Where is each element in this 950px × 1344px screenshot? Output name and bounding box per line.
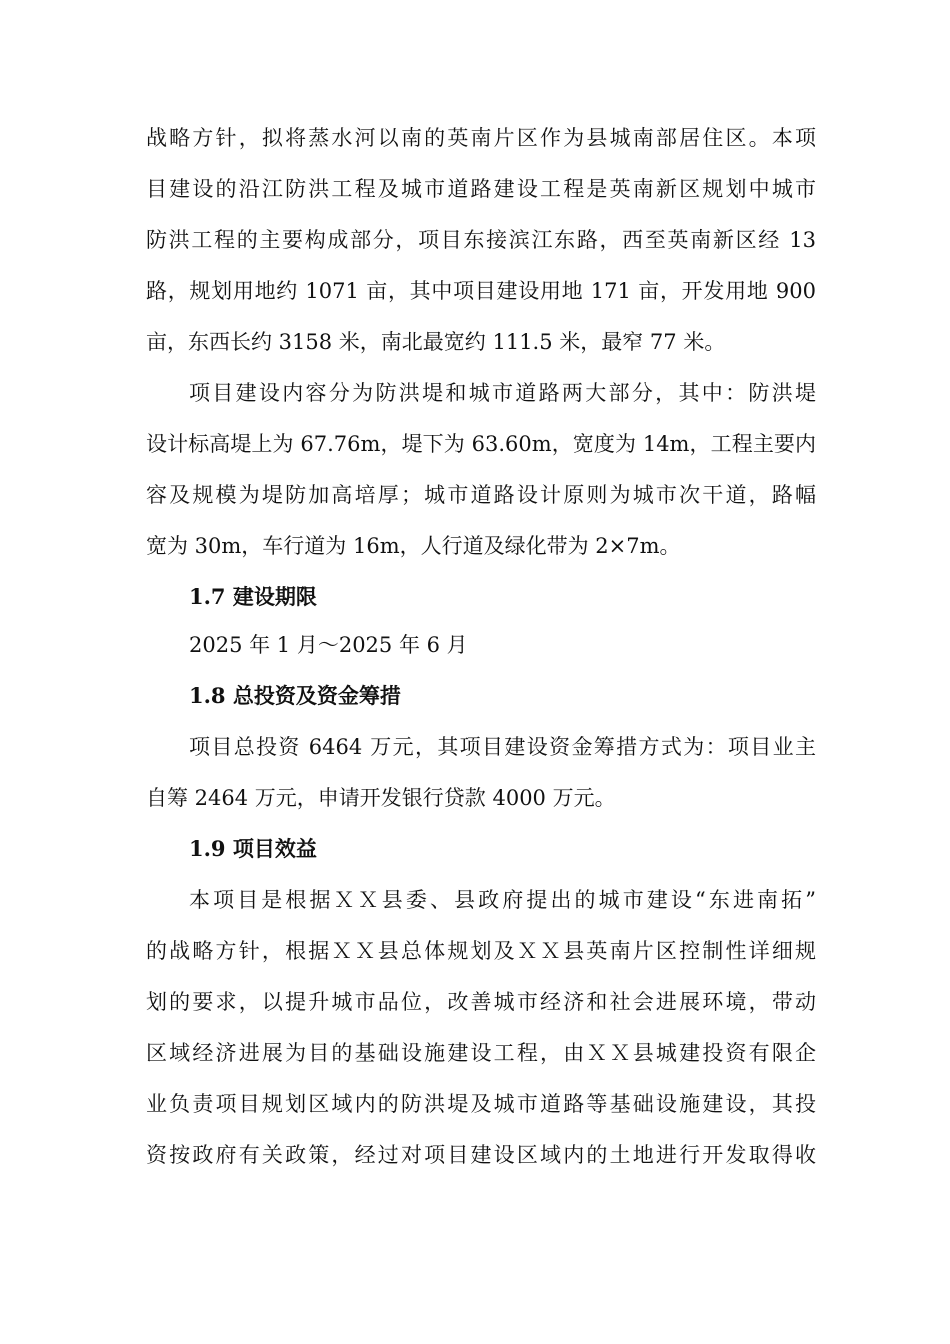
paragraph-line: 区域经济进展为目的基础设施建设工程，由ＸＸ县城建投资有限企 [146, 1041, 816, 1065]
section-heading: 1.8 总投资及资金筹措 [189, 683, 401, 708]
paragraph-line: 项目总投资 6464 万元，其项目建设资金筹措方式为：项目业主 [189, 735, 816, 759]
paragraph-line: 资按政府有关政策，经过对项目建设区域内的土地进行开发取得收 [146, 1143, 816, 1167]
paragraph-line: 战略方针，拟将蒸水河以南的英南片区作为县城南部居住区。本项 [146, 126, 816, 150]
period-text: 2025 年 1 月～2025 年 6 月 [189, 633, 468, 657]
paragraph-line: 防洪工程的主要构成部分，项目东接滨江东路，西至英南新区经 13 [146, 228, 816, 252]
paragraph-line: 业负责项目规划区域内的防洪堤及城市道路等基础设施建设，其投 [146, 1092, 816, 1116]
paragraph-line: 路，规划用地约 1071 亩，其中项目建设用地 171 亩，开发用地 900 [146, 279, 816, 303]
paragraph-line: 项目建设内容分为防洪堤和城市道路两大部分，其中：防洪堤 [189, 381, 816, 405]
paragraph-line: 目建设的沿江防洪工程及城市道路建设工程是英南新区规划中城市 [146, 177, 816, 201]
section-heading: 1.7 建设期限 [189, 584, 317, 609]
section-heading: 1.9 项目效益 [189, 836, 317, 861]
paragraph-line: 本项目是根据ＸＸ县委、县政府提出的城市建设“东进南拓” [189, 888, 816, 912]
paragraph-line: 设计标高堤上为 67.76m，堤下为 63.60m，宽度为 14m，工程主要内 [146, 432, 816, 456]
paragraph-line: 自筹 2464 万元，申请开发银行贷款 4000 万元。 [146, 786, 616, 810]
paragraph-line: 宽为 30m，车行道为 16m，人行道及绿化带为 2×7m。 [146, 534, 681, 558]
paragraph-line: 的战略方针，根据ＸＸ县总体规划及ＸＸ县英南片区控制性详细规 [146, 939, 816, 963]
paragraph-line: 亩，东西长约 3158 米，南北最宽约 111.5 米，最窄 77 米。 [146, 330, 726, 354]
paragraph-line: 划的要求，以提升城市品位，改善城市经济和社会进展环境，带动 [146, 990, 816, 1014]
paragraph-line: 容及规模为堤防加高培厚；城市道路设计原则为城市次干道，路幅 [146, 483, 816, 507]
